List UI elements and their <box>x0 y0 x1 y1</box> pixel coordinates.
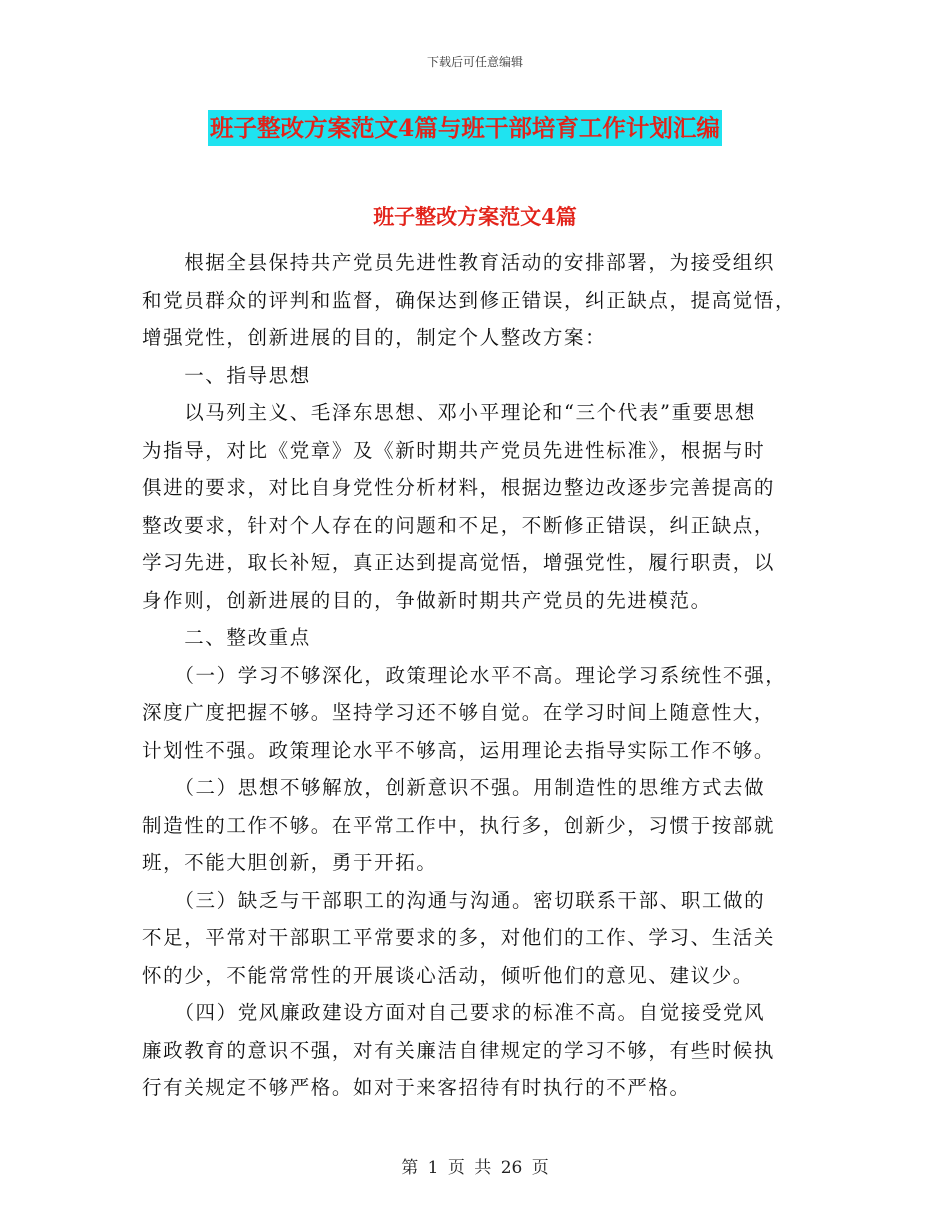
body-line: 不足，平常对干部职工平常要求的多，对他们的工作、学习、生活关 <box>142 926 776 949</box>
body-line: 为指导，对比《党章》及《新时期共产党员先进性标准》，根据与时 <box>142 438 766 462</box>
body-line: 廉政教育的意识不强，对有关廉洁自律规定的学习不够，有些时候执 <box>142 1038 776 1062</box>
body-line: 身作则，创新进展的目的，争做新时期共产党员的先进模范。 <box>142 588 712 612</box>
body-line: 增强党性，创新进展的目的，制定个人整改方案： <box>142 326 607 349</box>
body-line: 计划性不强。政策理论水平不够高，运用理论去指导实际工作不够。 <box>142 738 776 762</box>
body-line: （二）思想不够解放，创新意识不强。用制造性的思维方式去做 <box>142 776 766 799</box>
header-note: 下载后可任意编辑 <box>426 55 523 69</box>
heading-guiding-ideology: 一、指导思想 <box>142 363 311 387</box>
body-text <box>142 244 822 1107</box>
body-line: 以马列主义、毛泽东思想、邓小平理论和“三个代表”重要思想 <box>142 401 756 424</box>
body-line: 俱进的要求，对比自身党性分析材料，根据边整边改逐步完善提高的 <box>142 476 776 499</box>
body-line: （四）党风廉政建设方面对自己要求的标准不高。自觉接受党风 <box>142 1001 766 1024</box>
body-line: 根据全县保持共产党员先进性教育活动的安排部署，为接受组织 <box>142 251 776 274</box>
body-line: 和党员群众的评判和监督，确保达到修正错误，纠正缺点，提高觉悟， <box>142 288 797 312</box>
section-title: 班子整改方案范文4篇 <box>373 204 577 229</box>
body-line: （一）学习不够深化，政策理论水平不高。理论学习系统性不强， <box>142 663 787 687</box>
body-line: 制造性的工作不够。在平常工作中，执行多，创新少，习惯于按部就 <box>142 813 776 837</box>
body-line: 班，不能大胆创新，勇于开拓。 <box>142 851 438 874</box>
body-line: 深度广度把握不够。坚持学习还不够自觉。在学习时间上随意性大， <box>142 701 776 724</box>
body-line: 行有关规定不够严格。如对于来客招待有时执行的不严格。 <box>142 1076 691 1099</box>
body-line: 怀的少，不能常常性的开展谈心活动，倾听他们的意见、建议少。 <box>142 963 754 987</box>
body-line: （三）缺乏与干部职工的沟通与沟通。密切联系干部、职工做的 <box>142 888 766 912</box>
body-line: 学习先进，取长补短，真正达到提高觉悟，增强党性，履行职责，以 <box>142 551 776 574</box>
page-number: 第 1 页 共 26 页 <box>401 1158 549 1178</box>
body-line: 整改要求，针对个人存在的问题和不足，不断修正错误，纠正缺点， <box>142 513 776 537</box>
heading-rectification-focus: 二、整改重点 <box>142 626 311 649</box>
document-title: 班子整改方案范文4篇与班干部培育工作计划汇编 <box>208 110 722 146</box>
